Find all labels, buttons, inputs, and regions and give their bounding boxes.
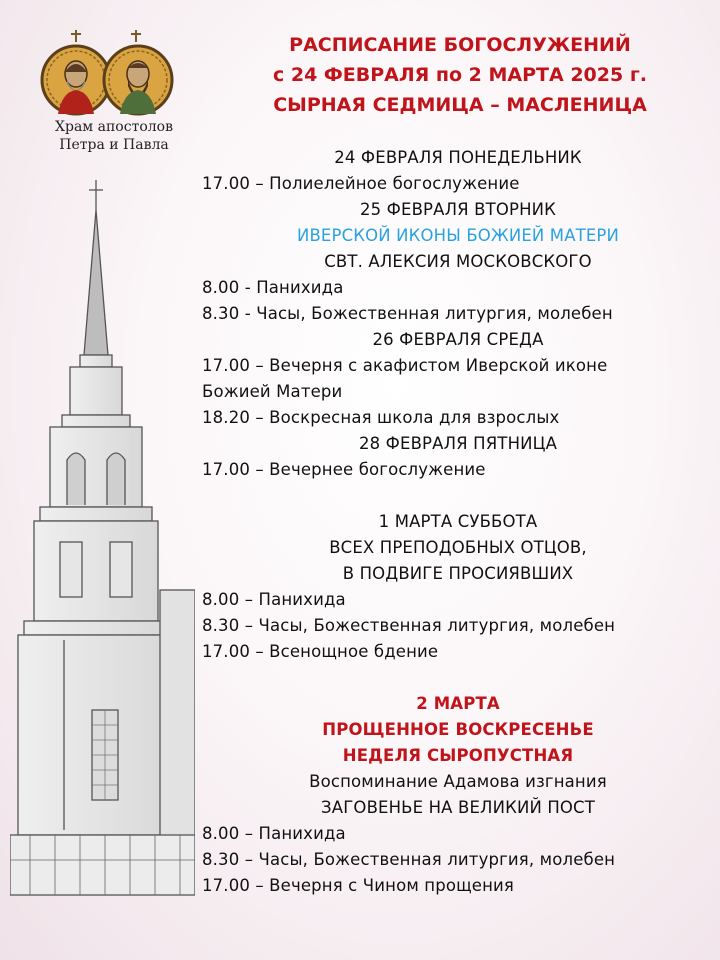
church-name-line-1: Храм апостолов [55, 119, 173, 135]
service-item: 17.00 – Полиелейное богослужение [202, 174, 520, 193]
spacer [202, 665, 714, 691]
fast-note: ЗАГОВЕНЬЕ НА ВЕЛИКИЙ ПОСТ [321, 798, 595, 817]
service-item: 8.30 – Часы, Божественная литургия, молебен [202, 616, 616, 635]
service-item: 17.00 – Всенощное бдение [202, 642, 439, 661]
feast-name: ПРОЩЕННОЕ ВОСКРЕСЕНЬЕ [322, 720, 594, 739]
service-item-continued: Божией Матери [202, 382, 343, 401]
service-item: 17.00 – Вечернее богослужение [202, 460, 486, 479]
service-item: 8.00 - Панихида [202, 278, 344, 297]
schedule-list [202, 145, 714, 899]
commemoration-note: Воспоминание Адамова изгнания [309, 772, 607, 791]
church-name [30, 118, 198, 154]
bell-tower-illustration [10, 170, 195, 915]
church-name-line-2: Петра и Павла [59, 137, 169, 153]
service-item: 17.00 – Вечерня с акафистом Иверской иконе [202, 356, 608, 375]
service-item: 18.20 – Воскресная школа для взрослых [202, 408, 560, 427]
schedule-header [210, 30, 710, 120]
bell-tower-sketch-icon [10, 170, 195, 915]
day-date: 24 ФЕВРАЛЯ ПОНЕДЕЛЬНИК [334, 148, 582, 167]
header-dates: с 24 ФЕВРАЛЯ по 2 МАРТА 2025 г. [273, 64, 647, 86]
day-date: 2 МАРТА [416, 694, 500, 713]
day-date: 1 МАРТА СУББОТА [378, 512, 538, 531]
service-item: 8.00 – Панихида [202, 590, 346, 609]
header-title: РАСПИСАНИЕ БОГОСЛУЖЕНИЙ [289, 34, 631, 56]
apostles-medallions-icon [38, 28, 188, 123]
service-item: 8.30 – Часы, Божественная литургия, молебен [202, 850, 616, 869]
feast-name: В ПОДВИГЕ ПРОСИЯВШИХ [342, 564, 574, 583]
feast-name: ИВЕРСКОЙ ИКОНЫ БОЖИЕЙ МАТЕРИ [296, 226, 620, 245]
service-item: 8.30 - Часы, Божественная литургия, молебен [202, 304, 613, 323]
header-week: СЫРНАЯ СЕДМИЦА – МАСЛЕНИЦА [273, 94, 647, 116]
service-item: 17.00 – Вечерня с Чином прощения [202, 876, 514, 895]
feast-name: НЕДЕЛЯ СЫРОПУСТНАЯ [342, 746, 574, 765]
feast-name: ВСЕХ ПРЕПОДОБНЫХ ОТЦОВ, [329, 538, 587, 557]
spacer [202, 483, 714, 509]
day-date: 25 ФЕВРАЛЯ ВТОРНИК [359, 200, 557, 219]
service-item: 8.00 – Панихида [202, 824, 346, 843]
feast-name: СВТ. АЛЕКСИЯ МОСКОВСКОГО [324, 252, 592, 271]
day-date: 26 ФЕВРАЛЯ СРЕДА [372, 330, 544, 349]
day-date: 28 ФЕВРАЛЯ ПЯТНИЦА [358, 434, 558, 453]
